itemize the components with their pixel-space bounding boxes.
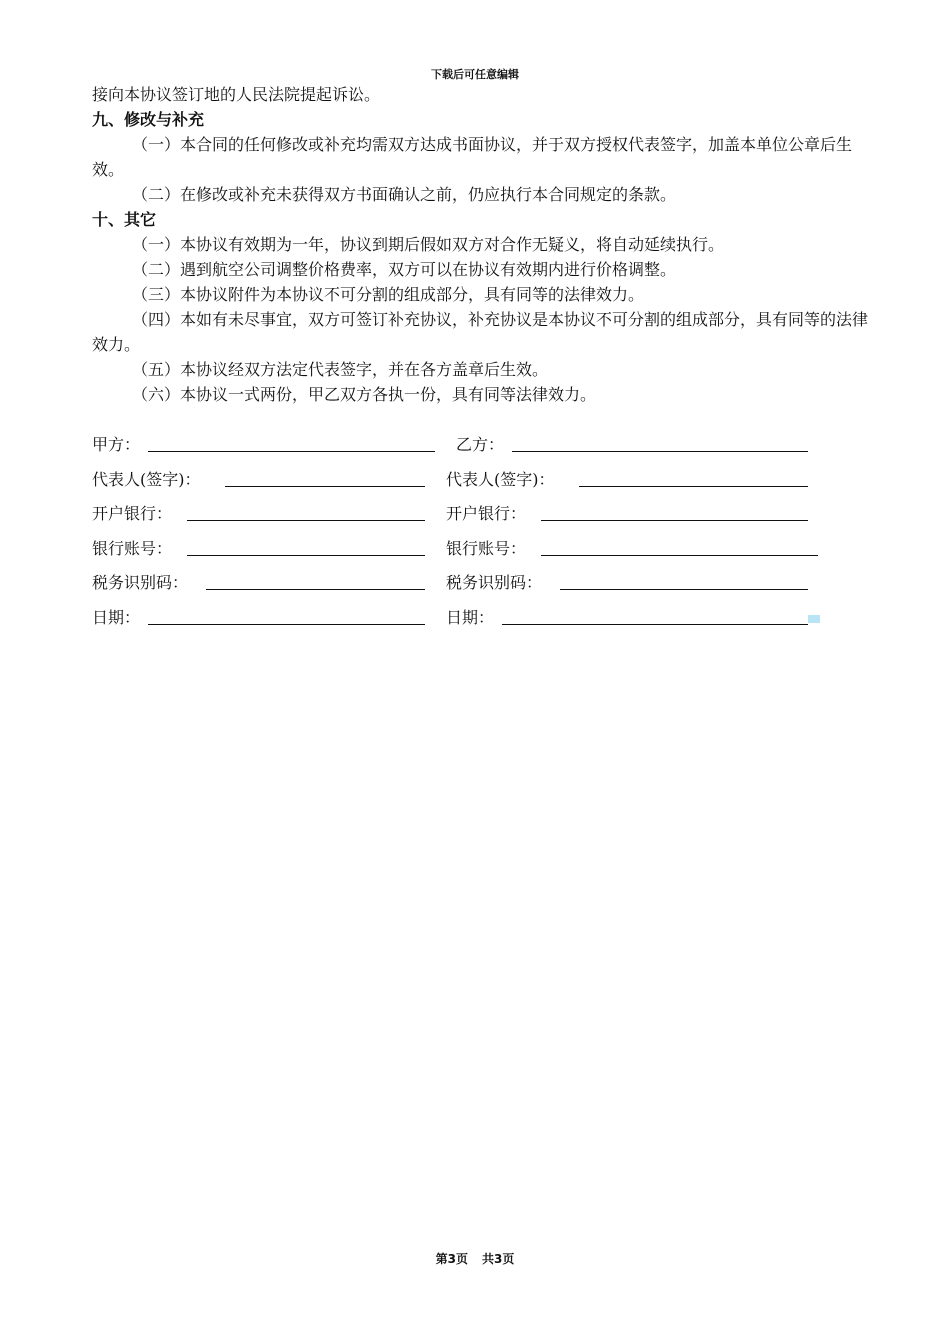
party-b-tax-id-label: 税务识别码： bbox=[446, 573, 543, 592]
clause-10-2: （二）遇到航空公司调整价格费率，双方可以在协议有效期内进行价格调整。 bbox=[132, 260, 677, 279]
clause-10-3: （三）本协议附件为本协议不可分割的组成部分，具有同等的法律效力。 bbox=[132, 285, 645, 304]
clause-10-4: （四）本如有未尽事宜，双方可签订补充协议，补充协议是本协议不可分割的组成部分，具有同等的法律效力。 bbox=[92, 310, 869, 354]
party-a-bank-label: 开户银行： bbox=[92, 504, 173, 523]
page-footer bbox=[0, 1250, 950, 1267]
contract-body bbox=[92, 82, 868, 407]
clause-10-6: （六）本协议一式两份，甲乙双方各执一份，具有同等法律效力。 bbox=[132, 385, 597, 404]
continuation-paragraph: 接向本协议签订地的人民法院提起诉讼。 bbox=[92, 85, 381, 104]
party-a-account-label: 银行账号： bbox=[92, 538, 173, 558]
party-a-representative-label: 代表人(签字)： bbox=[92, 469, 201, 489]
clause-9-1: （一）本合同的任何修改或补充均需双方达成书面协议，并于双方授权代表签字，加盖本单位公章后生效。 bbox=[92, 135, 853, 179]
party-a-tax-id-field[interactable] bbox=[206, 589, 425, 590]
party-a-date-label: 日期： bbox=[92, 607, 141, 627]
party-b-account-label: 银行账号： bbox=[446, 538, 527, 558]
party-b-label: 乙方： bbox=[456, 435, 505, 454]
signature-row-account bbox=[92, 536, 892, 571]
party-a-field[interactable] bbox=[148, 451, 435, 452]
clause-9-2: （二）在修改或补充未获得双方书面确认之前，仍应执行本合同规定的条款。 bbox=[132, 185, 677, 204]
signature-row-representative bbox=[92, 467, 892, 502]
party-b-bank-label: 开户银行： bbox=[446, 504, 527, 523]
party-b-representative-field[interactable] bbox=[579, 486, 808, 487]
party-b-bank-field[interactable] bbox=[541, 520, 808, 521]
signature-row-bank bbox=[92, 501, 892, 536]
party-a-account-field[interactable] bbox=[187, 555, 425, 556]
clause-10-1: （一）本协议有效期为一年，协议到期后假如双方对合作无疑义，将自动延续执行。 bbox=[132, 235, 725, 254]
signature-row-date bbox=[92, 605, 892, 640]
page-total: 共3页 bbox=[482, 1252, 515, 1266]
page-number: 第3页 bbox=[435, 1252, 468, 1266]
page-header: 下载后可任意编辑 bbox=[431, 68, 519, 81]
party-b-account-field[interactable] bbox=[541, 555, 818, 556]
party-a-representative-field[interactable] bbox=[225, 486, 425, 487]
signature-row-tax-id bbox=[92, 570, 892, 605]
party-a-label: 甲方： bbox=[92, 435, 141, 454]
party-b-tax-id-field[interactable] bbox=[560, 589, 808, 590]
party-a-date-field[interactable] bbox=[148, 624, 425, 625]
party-a-tax-id-label: 税务识别码： bbox=[92, 573, 189, 592]
section-heading-9: 九、修改与补充 bbox=[92, 110, 205, 129]
signature-row-party bbox=[92, 432, 892, 467]
section-heading-10: 十、其它 bbox=[92, 210, 157, 229]
party-b-date-label: 日期： bbox=[446, 607, 495, 627]
cursor-marker bbox=[808, 615, 820, 623]
party-a-bank-field[interactable] bbox=[187, 520, 425, 521]
party-b-field[interactable] bbox=[512, 451, 808, 452]
party-b-date-field[interactable] bbox=[502, 624, 808, 625]
signature-block bbox=[92, 432, 892, 639]
party-b-representative-label: 代表人(签字)： bbox=[446, 469, 555, 489]
clause-10-5: （五）本协议经双方法定代表签字，并在各方盖章后生效。 bbox=[132, 360, 549, 379]
